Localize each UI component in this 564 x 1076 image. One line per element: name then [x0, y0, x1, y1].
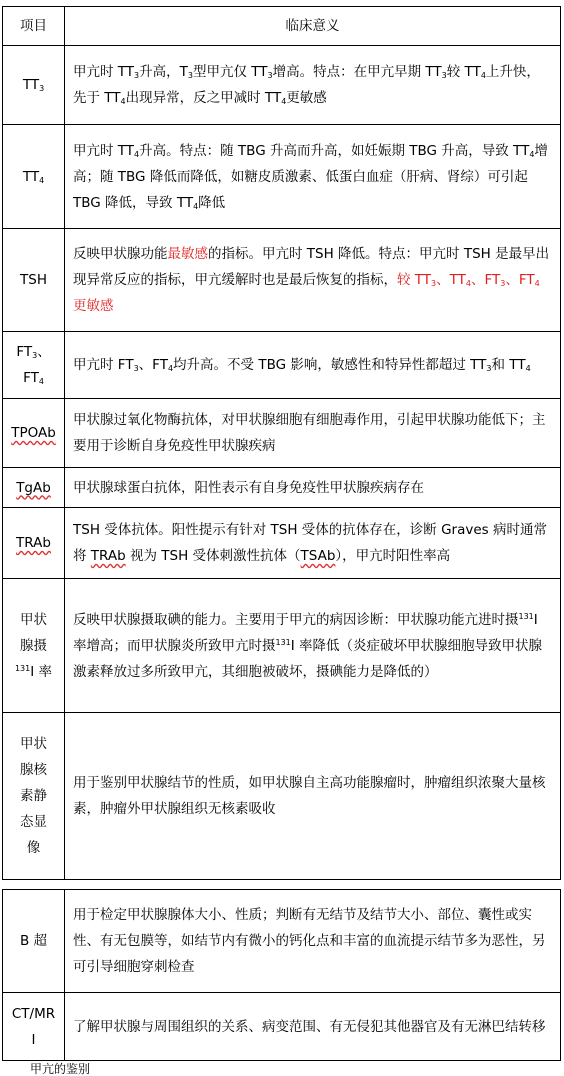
row-item-ultrasound: B 超 — [3, 890, 65, 993]
row-item-tpoab: TPOAb — [3, 399, 65, 468]
table-row — [3, 332, 561, 399]
row-text-nuclide-imaging: 用于鉴别甲状腺结节的性质，如甲状腺自主高功能腺瘤时，肿瘤组织浓聚大量核素，肿瘤外甲状腺组织无核素吸收 — [65, 713, 561, 880]
footer-fragment: 甲亢的鉴别 — [30, 1062, 91, 1076]
row-item-ct-mri: CT/MR I — [3, 993, 65, 1061]
imaging-table — [2, 889, 561, 1061]
row-text-ultrasound: 用于检定甲状腺腺体大小、性质；判断有无结节及结节大小、部位、囊性或实性、有无包膜等，如结节内有微小的钙化点和丰富的血流提示结节多为恶性，另可引导细胞穿刺检查 — [65, 890, 561, 993]
row-text-trab: TSH 受体抗体。阳性提示有针对 TSH 受体的抗体存在，诊断 Graves 病时通常将 TRAb 视为 TSH 受体刺激性抗体（TSAb），甲亢时阳性率高 — [65, 508, 561, 579]
row-text-ct-mri: 了解甲状腺与周围组织的关系、病变范围、有无侵犯其他器官及有无淋巴结转移 — [65, 993, 561, 1061]
table-row — [3, 46, 561, 125]
table-row — [3, 468, 561, 508]
table-row — [3, 229, 561, 332]
row-item-tt4: $TT_4$ — [3, 125, 65, 229]
table-row — [3, 890, 561, 993]
row-item-ft3-ft4: $FT_3$、 $FT_4$ — [3, 332, 65, 399]
row-item-iodine-uptake: 甲状 腺摄 $^{131}$I 率 — [3, 579, 65, 713]
row-text-tgab: 甲状腺球蛋白抗体，阳性表示有自身免疫性甲状腺疾病存在 — [65, 468, 561, 508]
header-item: 项目 — [3, 7, 65, 46]
table-row — [3, 993, 561, 1061]
table-row — [3, 579, 561, 713]
row-item-trab: TRAb — [3, 508, 65, 579]
table-header-row — [3, 7, 561, 46]
row-item-tgab: TgAb — [3, 468, 65, 508]
header-meaning: 临床意义 — [65, 7, 561, 46]
table-row — [3, 125, 561, 229]
table-row — [3, 399, 561, 468]
row-text-tt3: 甲亢时 $TT_3$升高，$T_3$型甲亢仅 $TT_3$增高。特点：在甲亢早期 $TT_3$较 $TT_4$上升快，先于 $TT_4$出现异常，反之甲减时 $TT_4$更敏感 — [65, 46, 561, 125]
row-item-nuclide-imaging: 甲状 腺核 素静 态显 像 — [3, 713, 65, 880]
row-text-tpoab: 甲状腺过氧化物酶抗体，对甲状腺细胞有细胞毒作用，引起甲状腺功能低下；主要用于诊断自身免疫性甲状腺疾病 — [65, 399, 561, 468]
row-text-tt4: 甲亢时 $TT_4$升高。特点：随 TBG 升高而升高，如妊娠期 TBG 升高，导致 $TT_4$增高；随 TBG 降低而降低，如糖皮质激素、低蛋白血症（肝病、肾综）可引起 TBG 降低，导致 $TT_4$降低 — [65, 125, 561, 229]
row-item-tt3: $TT_3$ — [3, 46, 65, 125]
row-text-ft3-ft4: 甲亢时 $FT_3$、$FT_4$均升高。不受 TBG 影响，敏感性和特异性都超过 $TT_3$和 $TT_4$ — [65, 332, 561, 399]
row-item-tsh: TSH — [3, 229, 65, 332]
row-text-tsh: 反映甲状腺功能最敏感的指标。甲亢时 TSH 降低。特点：甲亢时 TSH 是最早出现异常反应的指标，甲亢缓解时也是最后恢复的指标，较 $TT_3$、$TT_4$、$FT_3$、$FT_4$更敏感 — [65, 229, 561, 332]
table-row — [3, 508, 561, 579]
thyroid-tests-table — [2, 6, 561, 880]
table-row — [3, 713, 561, 880]
row-text-iodine-uptake: 反映甲状腺摄取碘的能力。主要用于甲亢的病因诊断：甲状腺功能亢进时摄$^{131}$I 率增高；而甲状腺炎所致甲亢时摄$^{131}$I 率降低（炎症破坏甲状腺细胞导致甲状腺激素释放过多所致甲亢，其细胞被破坏，摄碘能力是降低的） — [65, 579, 561, 713]
